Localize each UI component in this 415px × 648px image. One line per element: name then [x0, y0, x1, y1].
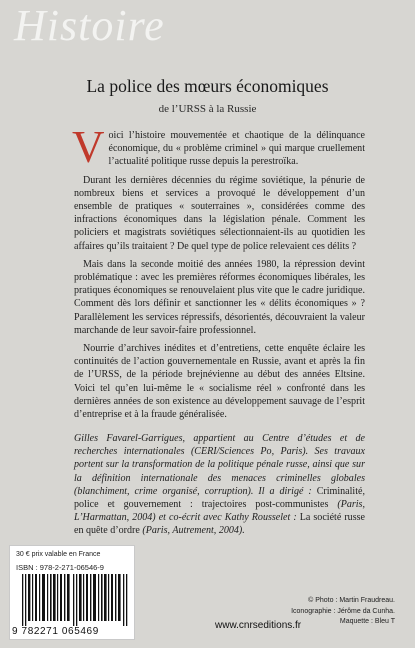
book-subtitle: de l’URSS à la Russie	[158, 103, 257, 115]
barcode-number: 9 782271 065469	[12, 626, 99, 637]
blurb-body	[72, 122, 365, 426]
author-bio: Gilles Favarel-Garrigues, appartient au Centre d’études et de recherches internationales (CERI/Sciences Po, Paris). Ses travaux portent sur la transformation de la politique pénale russe, ainsi que sur la définition internationale des menaces criminelles globales (blanchiment, crime organisé, corruption). Il a dirigé : Criminalité, police et gouvernement : trajectoires post-communistes (Paris, L’Harmattan, 2004) et co-écrit avec Kathy Rousselet : La société russe en quête d’ordre (Paris, Autrement, 2004).	[74, 433, 365, 537]
isbn-label: ISBN : 978-2-271-06546-9	[16, 563, 104, 572]
blurb-paragraph-1: Voici l’histoire mouvementée et chaotique de la délinquance économique, du « problème criminel » qui marque cruellement l’actualité politique russe depuis la perestroïka.	[72, 122, 365, 172]
series-title: Histoire	[14, 1, 165, 50]
book-title: La police des mœurs économiques	[86, 76, 329, 96]
barcode-image	[22, 574, 128, 626]
blurb-paragraph-3: Mais dans la seconde moitié des années 1980, la répression devint problématique : avec les premières réformes économiques libérales, les pratiques économiques se renouvelaient plus vite que le cadre juridique. Comment dès lors définir et sanctionner les « délits économiques » ? Parallèlement les services répressifs, désorientés, découvraient la valeur marchande de leur savoir-faire professionnel.	[74, 258, 365, 336]
barcode-block	[9, 545, 135, 640]
blurb-paragraph-2: Durant les dernières décennies du régime soviétique, la pénurie de nombreux biens et services a provoqué le développement d’un ensemble de pratiques « souterraines », considérées comme des infractions économiques dans la législation pénale. Comment les policiers et magistrats soviétiques sélectionnaient-ils au quotidien les affaires qu’ils traitaient ? De quel type de police relevaient ces délits ?	[74, 174, 365, 252]
credit-iconographie: Iconographie : Jérôme da Cunha.	[291, 607, 395, 615]
blurb-paragraph-4: Nourrie d’archives inédites et d’entretiens, cette enquête éclaire les continuités de l’action gouvernementale en Russie, avant et après la fin de l’URSS, de la période brejnévienne au début des années Eltsine. Voici tel qu’en lui-même le « socialisme réel » confronté dans les dernières années de son existence au développement sauvage de l’esprit d’entreprise et à la fraude généralisée.	[74, 343, 365, 421]
credit-photo: © Photo : Martin Fraudreau.	[308, 597, 395, 604]
drop-cap: V	[72, 122, 105, 172]
credit-maquette: Maquette : Bleu T	[339, 618, 395, 625]
book-ref-1: Criminalité, police et gouvernement : trajectoires post-communistes	[74, 485, 365, 511]
credits	[291, 596, 395, 628]
price-label: 30 € prix valable en France	[16, 551, 101, 558]
book-ref-2: La société russe en quête d’ordre	[74, 512, 365, 537]
publisher-website: www.cnrseditions.fr	[215, 620, 302, 631]
